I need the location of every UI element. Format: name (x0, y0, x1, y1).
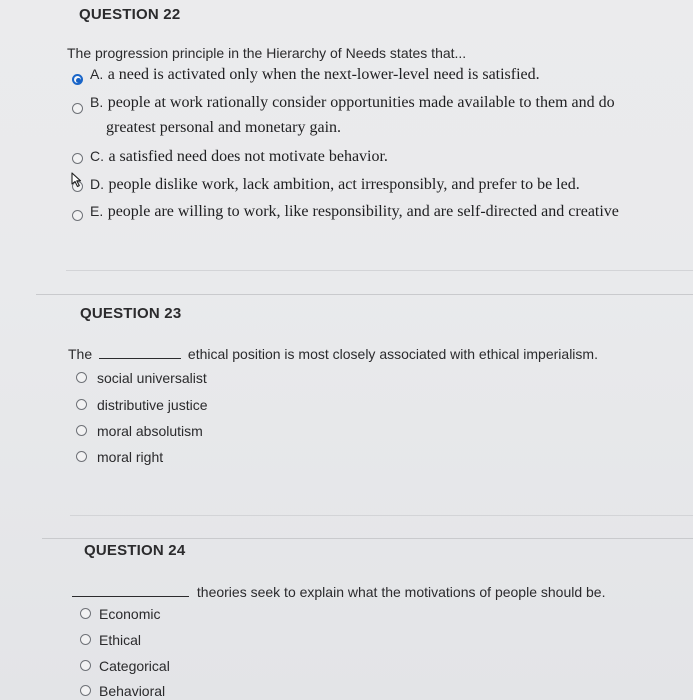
mouse-cursor-icon (71, 172, 83, 188)
question-23-title: QUESTION 23 (80, 305, 182, 322)
q22-option-a-radio[interactable] (72, 74, 83, 85)
q22-option-d-text: people dislike work, lack ambition, act irresponsibly, and prefer to be led. (108, 176, 580, 193)
q22-option-a-letter: A. (90, 66, 104, 82)
q23-option-2-radio[interactable] (76, 399, 87, 410)
q24-option-2-radio[interactable] (80, 634, 91, 645)
q22-option-b-letter: B. (90, 94, 104, 110)
question-23-prompt (68, 346, 598, 362)
question-22-title: QUESTION 22 (79, 6, 181, 23)
question-23-prompt-start: The (68, 346, 93, 362)
q22-option-c[interactable] (90, 148, 388, 166)
fill-in-blank (99, 346, 181, 359)
question-23-prompt-end: ethical position is most closely associated with ethical imperialism. (187, 346, 598, 362)
q22-option-e-text: people are willing to work, like responsibility, and are self-directed and creative (107, 203, 619, 220)
q22-option-b-radio[interactable] (72, 103, 83, 114)
q22-option-c-radio[interactable] (72, 153, 83, 164)
q23-option-4-radio[interactable] (76, 451, 87, 462)
q22-option-c-text: a satisfied need does not motivate behavior. (108, 148, 388, 165)
question-24-title: QUESTION 24 (84, 542, 186, 559)
divider (70, 515, 693, 516)
question-22-prompt: The progression principle in the Hierarchy of Needs states that... (67, 45, 467, 61)
q22-option-a[interactable] (90, 66, 540, 84)
q22-option-e[interactable] (90, 203, 619, 221)
divider (36, 294, 693, 295)
q24-option-3[interactable]: Categorical (99, 658, 170, 674)
q22-option-a-text: a need is activated only when the next-lower-level need is satisfied. (107, 66, 540, 83)
q22-option-e-radio[interactable] (72, 210, 83, 221)
q22-option-b-text: people at work rationally consider opportunities made available to them and do (107, 94, 615, 111)
q23-option-1[interactable]: social universalist (97, 370, 207, 386)
divider (66, 270, 693, 271)
q22-option-d[interactable] (90, 176, 580, 194)
q23-option-2[interactable]: distributive justice (97, 397, 208, 413)
q24-option-1-radio[interactable] (80, 608, 91, 619)
question-24-prompt (72, 584, 605, 600)
q23-option-3[interactable]: moral absolutism (97, 423, 203, 439)
q23-option-3-radio[interactable] (76, 425, 87, 436)
q22-option-d-letter: D. (90, 176, 104, 192)
q22-option-e-letter: E. (90, 203, 104, 219)
q24-option-4-radio[interactable] (80, 685, 91, 696)
q24-option-4[interactable]: Behavioral (99, 683, 166, 699)
q24-option-1[interactable]: Economic (99, 606, 161, 622)
q23-option-1-radio[interactable] (76, 372, 87, 383)
q22-option-c-letter: C. (90, 148, 104, 164)
q24-option-3-radio[interactable] (80, 660, 91, 671)
q22-option-b[interactable] (90, 94, 615, 112)
divider (42, 538, 693, 539)
fill-in-blank (72, 584, 189, 597)
question-24-prompt-end: theories seek to explain what the motivations of people should be. (196, 584, 606, 600)
q23-option-4[interactable]: moral right (97, 449, 164, 465)
q22-option-b-text-line2: greatest personal and monetary gain. (106, 119, 342, 136)
q24-option-2[interactable]: Ethical (99, 632, 142, 648)
